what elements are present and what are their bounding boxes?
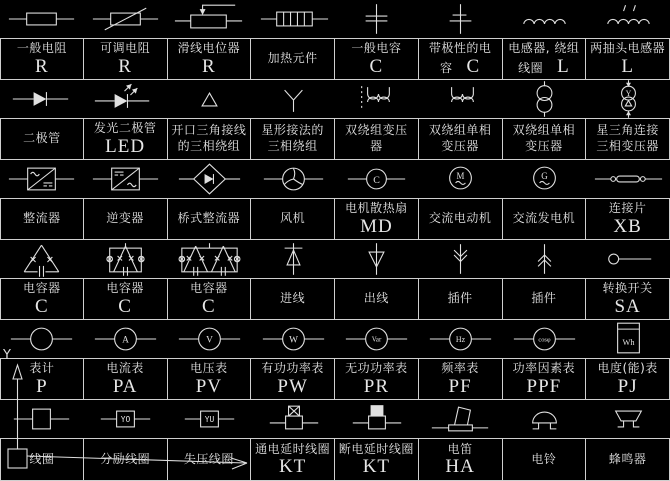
- symbol-cell: [503, 160, 586, 198]
- label-text: 星三角连接: [596, 123, 659, 138]
- label-text: 进线: [280, 291, 306, 306]
- label-text: 通电延时线圈: [255, 441, 331, 456]
- label-cell: [419, 199, 503, 239]
- label-code: MD: [360, 215, 393, 237]
- label-text: 器: [370, 139, 383, 153]
- label-mixed-line: [440, 57, 480, 77]
- symbol-cell: [168, 0, 251, 38]
- symbol-cell: [335, 400, 418, 438]
- transformer-circles-icon: [503, 80, 586, 118]
- label-cell: [503, 39, 587, 79]
- label-code: PF: [448, 375, 472, 397]
- label-text: 容: [440, 60, 453, 75]
- motor-fan-icon: [335, 160, 418, 198]
- label-text: 双绕组单相: [428, 123, 492, 138]
- label-text: 表计: [29, 361, 55, 376]
- capacitor-polarized-icon: [419, 0, 502, 38]
- symbol-cell: [419, 0, 502, 38]
- label-cell: [84, 279, 168, 319]
- symbol-cell: [335, 240, 418, 278]
- symbol-cell: [0, 400, 83, 438]
- band-5: [0, 320, 670, 400]
- label-cell: [168, 439, 252, 480]
- svg-text:C: C: [373, 174, 381, 186]
- band-4: [0, 240, 670, 320]
- label-text: 两抽头电感器: [590, 41, 666, 56]
- label-code: PR: [363, 375, 389, 397]
- label-text: 电容器: [106, 281, 144, 296]
- heater-icon: [252, 0, 335, 38]
- label-cell: [586, 39, 670, 79]
- label-text: 电感器, 绕组: [508, 41, 580, 56]
- symbol-cell: [587, 320, 670, 358]
- label-cell: [0, 359, 84, 399]
- inductor-tapped-icon: [587, 0, 670, 38]
- symbol-cell: [0, 240, 83, 278]
- label-text: 功率因素表: [512, 361, 576, 376]
- label-cell: [419, 119, 503, 159]
- label-code: P: [36, 375, 48, 397]
- label-text: 滑线电位器: [177, 41, 241, 56]
- capacitor-bank-delta-icon: [0, 240, 83, 278]
- svg-text:cosφ: cosφ: [538, 336, 551, 344]
- inverter-icon: [84, 160, 167, 198]
- symbol-cell: [252, 0, 335, 38]
- label-code: C: [202, 295, 216, 317]
- resistor-adjustable-icon: [84, 0, 167, 38]
- inductor-icon: [503, 0, 586, 38]
- var-meter-icon: [335, 320, 418, 358]
- ac-motor-icon: [419, 160, 502, 198]
- potentiometer-icon: [168, 0, 251, 38]
- label-text: 发光二极管: [93, 121, 157, 136]
- bell-icon: [503, 400, 586, 438]
- capacitor-icon: [335, 0, 418, 38]
- label-cell: [335, 439, 419, 480]
- symbol-cell: [335, 160, 418, 198]
- label-text: 电度(能)表: [597, 361, 658, 376]
- symbol-cell: [503, 400, 586, 438]
- ac-generator-icon: [503, 160, 586, 198]
- connector-link-icon: [587, 160, 670, 198]
- svg-text:Y: Y: [625, 89, 631, 99]
- label-text: 交流电动机: [428, 211, 492, 226]
- label-code: C: [369, 55, 384, 77]
- label-text: 电流表: [106, 361, 144, 376]
- diode-icon: [0, 80, 83, 118]
- label-code: L: [621, 55, 634, 77]
- label-cell: [251, 39, 335, 79]
- band-3: [0, 160, 670, 240]
- label-code: L: [557, 55, 570, 77]
- label-text: 带极性的电: [428, 41, 492, 56]
- energy-meter-icon: [587, 320, 670, 358]
- label-code: KT: [362, 456, 391, 478]
- symbol-cell: [335, 320, 418, 358]
- symbol-cell: [168, 80, 251, 118]
- svg-text:YU: YU: [204, 414, 215, 424]
- label-row: [0, 118, 670, 160]
- outgoing-line-icon: [335, 240, 418, 278]
- label-text: 星形接法的: [261, 123, 324, 138]
- symbol-cell: [335, 80, 418, 118]
- svg-text:V: V: [205, 335, 213, 346]
- label-text: 的三相绕组: [177, 139, 241, 153]
- symbol-cell: [84, 400, 167, 438]
- label-code: PJ: [617, 375, 638, 397]
- label-cell: [419, 279, 503, 319]
- symbol-cell: [419, 320, 502, 358]
- label-text: 分励线圈: [100, 451, 151, 466]
- label-cell: [168, 279, 252, 319]
- label-cell: [419, 359, 503, 399]
- label-text: 电容器: [190, 281, 228, 296]
- horn-icon: [419, 400, 502, 438]
- label-text: 变压器: [525, 139, 563, 153]
- label-cell: [168, 39, 252, 79]
- label-text: 三相变压器: [596, 139, 659, 153]
- label-cell: [84, 199, 168, 239]
- label-cell: [168, 119, 252, 159]
- label-text: 电铃: [531, 451, 557, 466]
- label-cell: [586, 119, 670, 159]
- off-delay-coil-icon: [335, 400, 418, 438]
- label-code: PV: [195, 375, 223, 397]
- symbol-cell: [587, 400, 670, 438]
- label-text: 转换开关: [602, 281, 653, 296]
- plug-in-down-icon: [419, 240, 502, 278]
- label-code: PA: [112, 375, 138, 397]
- svg-text:Var: Var: [372, 336, 382, 344]
- label-text: 一般电阻: [16, 41, 67, 56]
- label-cell: [168, 359, 252, 399]
- label-text: 加热元件: [267, 51, 318, 66]
- label-text: 电压表: [190, 361, 228, 376]
- rectifier-icon: [0, 160, 83, 198]
- symbol-cell: [252, 320, 335, 358]
- symbol-cell: [252, 160, 335, 198]
- symbol-row: [0, 400, 670, 438]
- label-cell: [251, 359, 335, 399]
- label-cell: [335, 279, 419, 319]
- label-text: 断电延时线圈: [338, 441, 414, 456]
- label-cell: [503, 439, 587, 480]
- label-cell: [419, 39, 503, 79]
- symbol-cell: [0, 0, 83, 38]
- on-delay-coil-icon: [252, 400, 335, 438]
- symbol-cell: [252, 240, 335, 278]
- symbol-row: [0, 160, 670, 198]
- label-cell: [0, 279, 84, 319]
- band-2: [0, 80, 670, 160]
- bridge-rectifier-icon: [168, 160, 251, 198]
- label-text: 三相绕组: [267, 139, 318, 153]
- label-cell: [0, 199, 84, 239]
- label-code: R: [35, 55, 49, 77]
- label-cell: [84, 119, 168, 159]
- svg-text:A: A: [122, 335, 130, 346]
- frequency-meter-icon: [419, 320, 502, 358]
- symbol-cell: [503, 240, 586, 278]
- label-code: LED: [105, 135, 146, 157]
- label-text: 开口三角接线: [171, 123, 247, 138]
- resistor-icon: [0, 0, 83, 38]
- label-cell: [586, 439, 670, 480]
- label-cell: [168, 199, 252, 239]
- label-text: 电容器: [23, 281, 61, 296]
- label-code: SA: [614, 295, 641, 317]
- plug-in-up-icon: [503, 240, 586, 278]
- band-6: [0, 400, 670, 481]
- symbol-row: [0, 0, 670, 38]
- label-code: PW: [277, 375, 308, 397]
- label-cell: [84, 359, 168, 399]
- symbol-cell: [503, 0, 586, 38]
- label-text: 蜂鸣器: [608, 451, 647, 466]
- symbol-cell: [84, 240, 167, 278]
- label-cell: [335, 119, 419, 159]
- symbol-cell: [168, 160, 251, 198]
- label-text: 频率表: [441, 361, 479, 376]
- symbol-cell: [503, 80, 586, 118]
- label-text: 失压线圈: [183, 451, 234, 466]
- symbol-cell: [168, 240, 251, 278]
- changeover-switch-icon: [587, 240, 670, 278]
- transformer-icon: [419, 80, 502, 118]
- meter-icon: [0, 320, 83, 358]
- transformer-star-delta-icon: [587, 80, 670, 118]
- label-text: 插件: [447, 291, 473, 306]
- symbol-cell: [252, 400, 335, 438]
- label-code: PPF: [526, 375, 562, 397]
- label-row: [0, 358, 670, 400]
- svg-text:Wh: Wh: [622, 337, 635, 347]
- svg-text:M: M: [456, 171, 465, 181]
- band-1: [0, 0, 670, 80]
- symbol-cell: [0, 160, 83, 198]
- label-mixed-line: [518, 57, 570, 77]
- label-text: 双绕组单相: [512, 123, 576, 138]
- label-cell: [251, 279, 335, 319]
- label-text: 电笛: [447, 441, 473, 456]
- symbol-cell: [587, 0, 670, 38]
- label-cell: [251, 199, 335, 239]
- label-cell: [0, 439, 84, 480]
- label-cell: [586, 279, 670, 319]
- led-icon: [84, 80, 167, 118]
- symbol-cell: [0, 80, 83, 118]
- label-text: 电机散热扇: [345, 201, 408, 216]
- label-cell: [503, 279, 587, 319]
- star-winding-icon: [252, 80, 335, 118]
- label-text: 整流器: [23, 211, 61, 226]
- label-code: C: [118, 295, 132, 317]
- label-text: 一般电容: [351, 41, 402, 56]
- label-code: R: [118, 55, 132, 77]
- annotation-y-label: Y: [3, 348, 11, 363]
- label-code: HA: [445, 456, 475, 478]
- symbol-row: [0, 320, 670, 358]
- buzzer-icon: [587, 400, 670, 438]
- incoming-line-icon: [252, 240, 335, 278]
- label-cell: [586, 359, 670, 399]
- symbol-cell: [503, 320, 586, 358]
- label-row: [0, 438, 670, 481]
- label-row: [0, 198, 670, 240]
- label-text: 风机: [280, 211, 306, 226]
- label-text: 线圈: [29, 451, 55, 466]
- power-factor-meter-icon: [503, 320, 586, 358]
- symbol-cell: [587, 80, 670, 118]
- undervoltage-coil-icon: [168, 400, 251, 438]
- label-text: 有功功率表: [261, 361, 324, 376]
- transformer-core-icon: [335, 80, 418, 118]
- label-text: 双绕组变压: [345, 123, 408, 138]
- symbol-cell: [252, 80, 335, 118]
- symbol-cell: [84, 160, 167, 198]
- label-cell: [0, 39, 84, 79]
- label-row: [0, 38, 670, 80]
- svg-text:YO: YO: [120, 414, 131, 424]
- symbol-cell: [419, 80, 502, 118]
- symbol-cell: [168, 400, 251, 438]
- capacitor-bank-boxed-icon: [84, 240, 167, 278]
- coil-icon: [0, 400, 83, 438]
- wattmeter-icon: [252, 320, 335, 358]
- svg-text:Hz: Hz: [456, 334, 466, 344]
- label-cell: [84, 439, 168, 480]
- symbol-cell: [84, 80, 167, 118]
- label-code: C: [35, 295, 49, 317]
- label-code: XB: [613, 215, 642, 237]
- symbol-row: [0, 240, 670, 278]
- symbol-cell: [84, 320, 167, 358]
- capacitor-bank-double-icon: [168, 240, 251, 278]
- label-text: 二极管: [23, 131, 61, 146]
- symbol-cell: [419, 240, 502, 278]
- symbol-cell: [587, 240, 670, 278]
- label-text: 插件: [531, 291, 557, 306]
- label-text: 可调电阻: [100, 41, 151, 56]
- label-text: 出线: [363, 291, 389, 306]
- label-cell: [251, 119, 335, 159]
- label-cell: [419, 439, 503, 480]
- label-text: 桥式整流器: [177, 211, 241, 226]
- label-code: C: [466, 55, 481, 77]
- svg-text:W: W: [288, 335, 298, 346]
- label-cell: [503, 199, 587, 239]
- label-cell: [586, 199, 670, 239]
- symbol-cell: [0, 320, 83, 358]
- label-text: 变压器: [441, 139, 479, 153]
- label-text: 无功功率表: [345, 361, 408, 376]
- symbol-cell: [419, 400, 502, 438]
- symbol-cell: [419, 160, 502, 198]
- label-row: [0, 278, 670, 320]
- voltmeter-icon: [168, 320, 251, 358]
- label-cell: [503, 119, 587, 159]
- symbol-cell: [168, 320, 251, 358]
- open-delta-icon: [168, 80, 251, 118]
- label-code: KT: [278, 456, 307, 478]
- label-code: R: [202, 55, 216, 77]
- label-text: 线圈: [518, 60, 544, 75]
- symbol-cell: [335, 0, 418, 38]
- ammeter-icon: [84, 320, 167, 358]
- label-cell: [503, 359, 587, 399]
- label-cell: [251, 439, 335, 480]
- symbol-cell: [587, 160, 670, 198]
- label-text: 逆变器: [106, 211, 144, 226]
- label-cell: [335, 199, 419, 239]
- svg-text:G: G: [541, 171, 548, 181]
- symbol-row: [0, 80, 670, 118]
- symbol-cell: [84, 0, 167, 38]
- shunt-release-coil-icon: [84, 400, 167, 438]
- label-text: 交流发电机: [512, 211, 576, 226]
- label-cell: [84, 39, 168, 79]
- fan-icon: [252, 160, 335, 198]
- label-cell: [335, 359, 419, 399]
- label-cell: [335, 39, 419, 79]
- label-text: 连接片: [608, 201, 647, 216]
- label-cell: [0, 119, 84, 159]
